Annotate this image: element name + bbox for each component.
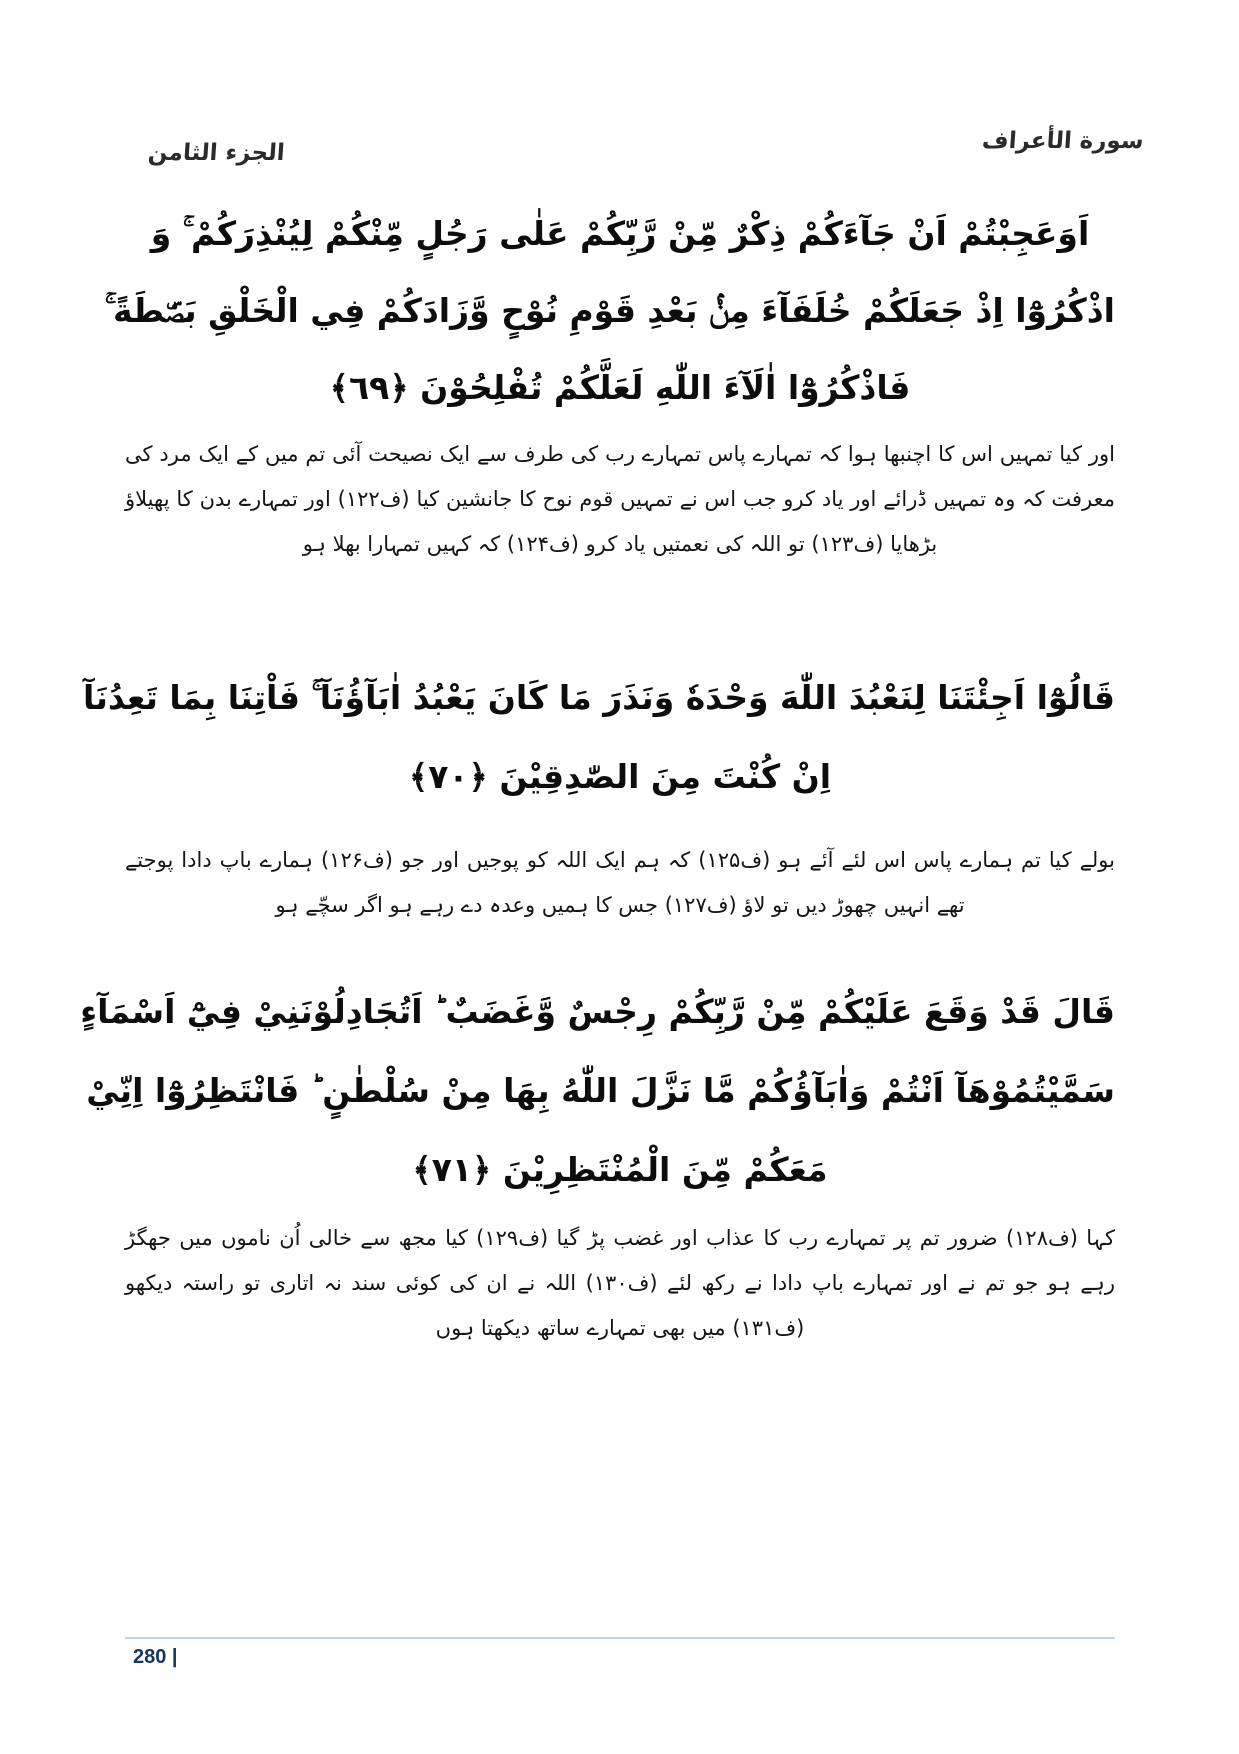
- arabic-verse-line: اَوَعَجِبْتُمْ اَنْ جَآءَكُمْ ذِكْرٌ مِّنْ رَّبِّكُمْ عَلٰى رَجُلٍ مِّنْكُمْ لِيُنْذِرَكُمْ ۚ وَ: [150, 214, 1090, 253]
- arabic-verse-line: مَعَكُمْ مِّنَ الْمُنْتَظِرِيْنَ ﴿٧١﴾: [412, 1150, 828, 1189]
- arabic-verse-line: سَمَّيْتُمُوْهَآ اَنْتُمْ وَاٰبَآؤُكُمْ مَّا نَزَّلَ اللّٰهُ بِهَا مِنْ سُلْطٰنٍ ؕ فَانْتَظِرُوْٓا اِنِّيْ: [86, 1071, 1115, 1110]
- urdu-translation-70: بولے کیا تم ہمارے پاس اس لئے آئے ہو (ف۱۲۵) کہ ہم ایک اللہ کو پوجیں اور جو (ف۱۲۶) ہمارے باپ دادا پوجتے تھے انہیں چھوڑ دیں تو لاؤ (ف۱۲۷) جس کا ہمیں وعدہ دے رہے ہو اگر سچّے ہو: [125, 848, 1115, 917]
- urdu-translation-69: اور کیا تمہیں اس کا اچنبھا ہوا کہ تمہارے پاس تمہارے رب کی طرف سے ایک نصیحت آئی تم میں کے ایک مرد کی معرفت کہ وہ تمہیں ڈرائے اور یاد کرو جب اس نے تمہیں قوم نوح کا جانشین کیا (ف۱۲۲) اور تمہارے بدن کا پھیلاؤ بڑھایا (ف۱۲۳) تو اللہ کی نعمتیں یاد کرو (ف۱۲۴) کہ کہیں تمہارا بھلا ہو: [125, 442, 1115, 556]
- arabic-verse-line: اِنْ كُنْتَ مِنَ الصّٰدِقِيْنَ ﴿٧٠﴾: [408, 757, 832, 796]
- urdu-translation-71: کہا (ف۱۲۸) ضرور تم پر تمہارے رب کا عذاب اور غضب پڑ گیا (ف۱۲۹) کیا مجھ سے خالی اُن ناموں میں جھگڑ رہے ہو جو تم نے اور تمہارے باپ دادا نے رکھ لئے (ف۱۳۰) اللہ نے ان کی کوئی سند نہ اتاری تو راستہ دیکھو (ف۱۳۱) میں بھی تمہارے ساتھ دیکھتا ہوں: [125, 1226, 1116, 1340]
- arabic-verse-line: قَالُوْٓا اَجِئْتَنَا لِنَعْبُدَ اللّٰهَ وَحْدَهٗ وَنَذَرَ مَا كَانَ يَعْبُدُ اٰبَآؤُنَآ ۚ فَاْتِنَا بِمَا تَعِدُنَآ: [83, 678, 1115, 717]
- arabic-verse-70: [83, 658, 1115, 816]
- page-number: 280 |: [133, 1646, 178, 1668]
- arabic-verse-71: [80, 972, 1115, 1209]
- arabic-verse-69: [104, 195, 1115, 426]
- surah-title-calligraphy: سورة الأعراف: [981, 128, 1145, 154]
- arabic-verse-line: قَالَ قَدْ وَقَعَ عَلَيْكُمْ مِّنْ رَّبِّكُمْ رِجْسٌ وَّغَضَبٌ ؕ اَتُجَادِلُوْنَنِيْ فِيْٓ اَسْمَآءٍ: [80, 992, 1115, 1031]
- arabic-verse-line: اذْكُرُوْٓا اِذْ جَعَلَكُمْ خُلَفَآءَ مِنْۢ بَعْدِ قَوْمِ نُوْحٍ وَّزَادَكُمْ فِي الْخَلْقِ بَصْۜطَةً ۚ: [104, 291, 1115, 330]
- footer-divider: [125, 1637, 1115, 1639]
- arabic-verse-line: فَاذْكُرُوْٓا اٰلَآءَ اللّٰهِ لَعَلَّكُمْ تُفْلِحُوْنَ ﴿٦٩﴾: [329, 368, 911, 407]
- juz-title-calligraphy: الجزء الثامن: [147, 140, 286, 166]
